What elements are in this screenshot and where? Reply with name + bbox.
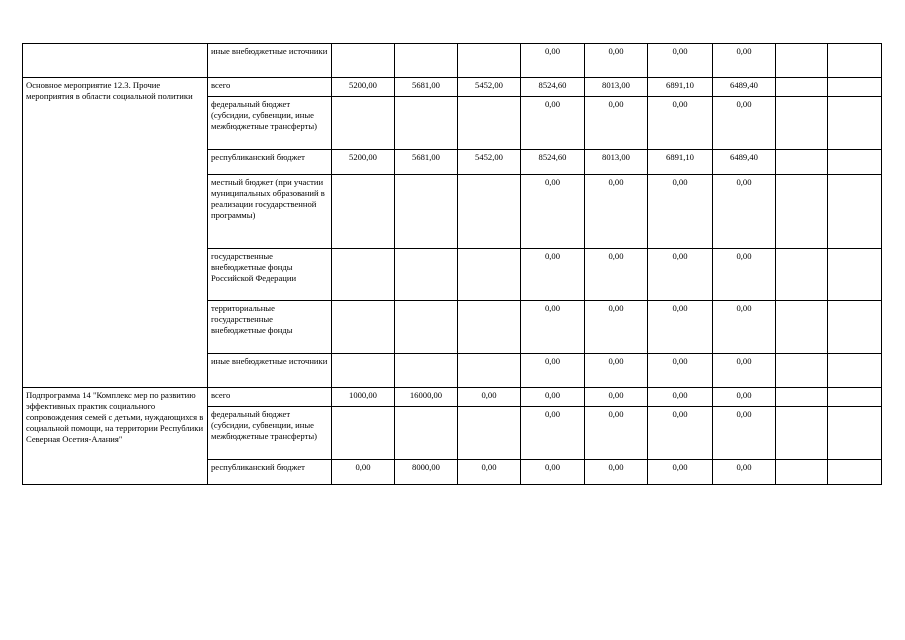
amount-cell (458, 97, 521, 150)
program-cell: Основное мероприятие 12.3. Прочие мероприятия в области социальной политики (23, 78, 208, 388)
amount-cell: 0,00 (648, 407, 713, 460)
amount-cell (332, 44, 395, 78)
amount-cell: 0,00 (713, 388, 776, 407)
amount-cell: 0,00 (458, 388, 521, 407)
amount-cell (458, 407, 521, 460)
amount-cell: 5681,00 (395, 78, 458, 97)
amount-cell: 5681,00 (395, 150, 458, 175)
amount-cell (332, 301, 395, 354)
amount-cell: 0,00 (521, 175, 585, 249)
amount-cell (395, 354, 458, 388)
amount-cell (776, 97, 828, 150)
amount-cell (332, 249, 395, 301)
amount-cell (776, 354, 828, 388)
amount-cell (458, 301, 521, 354)
amount-cell: 1000,00 (332, 388, 395, 407)
amount-cell: 0,00 (521, 388, 585, 407)
amount-cell (828, 175, 882, 249)
program-cell (23, 44, 208, 78)
amount-cell: 0,00 (648, 388, 713, 407)
amount-cell: 0,00 (585, 354, 648, 388)
amount-cell: 0,00 (585, 97, 648, 150)
amount-cell: 0,00 (585, 388, 648, 407)
amount-cell (828, 407, 882, 460)
amount-cell: 0,00 (648, 44, 713, 78)
amount-cell: 16000,00 (395, 388, 458, 407)
amount-cell: 0,00 (648, 97, 713, 150)
amount-cell (332, 175, 395, 249)
amount-cell: 8524,60 (521, 150, 585, 175)
amount-cell (776, 175, 828, 249)
amount-cell: 0,00 (585, 460, 648, 485)
funding-source-cell: территориальные государственные внебюджетные фонды (208, 301, 332, 354)
amount-cell (828, 97, 882, 150)
amount-cell: 6891,10 (648, 150, 713, 175)
amount-cell: 0,00 (585, 249, 648, 301)
amount-cell (828, 354, 882, 388)
amount-cell (776, 407, 828, 460)
funding-source-cell: всего (208, 388, 332, 407)
funding-source-cell: государственные внебюджетные фонды Российской Федерации (208, 249, 332, 301)
amount-cell (776, 460, 828, 485)
amount-cell: 0,00 (521, 249, 585, 301)
funding-source-cell: иные внебюджетные источники (208, 354, 332, 388)
amount-cell: 0,00 (713, 97, 776, 150)
program-cell: Подпрограмма 14 "Комплекс мер по развитию эффективных практик социального сопровождения семей с детьми, нуждающихся в социальной помощи, на территории Республики Северная Осетия-Алания" (23, 388, 208, 485)
amount-cell: 0,00 (521, 460, 585, 485)
funding-table (22, 43, 882, 485)
amount-cell: 5200,00 (332, 78, 395, 97)
amount-cell: 8013,00 (585, 150, 648, 175)
amount-cell (828, 44, 882, 78)
amount-cell (776, 301, 828, 354)
amount-cell (458, 354, 521, 388)
amount-cell: 0,00 (585, 44, 648, 78)
amount-cell (332, 354, 395, 388)
amount-cell: 0,00 (713, 407, 776, 460)
amount-cell (828, 249, 882, 301)
amount-cell (458, 175, 521, 249)
amount-cell (395, 249, 458, 301)
amount-cell (776, 78, 828, 97)
funding-source-cell: всего (208, 78, 332, 97)
amount-cell (828, 388, 882, 407)
amount-cell: 5452,00 (458, 150, 521, 175)
amount-cell (828, 78, 882, 97)
amount-cell: 0,00 (521, 407, 585, 460)
amount-cell: 5200,00 (332, 150, 395, 175)
amount-cell: 0,00 (713, 460, 776, 485)
amount-cell: 0,00 (521, 97, 585, 150)
amount-cell (332, 97, 395, 150)
amount-cell (828, 301, 882, 354)
amount-cell: 0,00 (585, 407, 648, 460)
amount-cell: 0,00 (713, 354, 776, 388)
amount-cell: 0,00 (648, 175, 713, 249)
amount-cell (332, 407, 395, 460)
amount-cell: 0,00 (332, 460, 395, 485)
amount-cell: 8013,00 (585, 78, 648, 97)
funding-source-cell: республиканский бюджет (208, 460, 332, 485)
amount-cell: 0,00 (521, 354, 585, 388)
amount-cell: 0,00 (585, 301, 648, 354)
funding-source-cell: местный бюджет (при участии муниципальных образований в реализации государственной программы) (208, 175, 332, 249)
amount-cell: 0,00 (648, 249, 713, 301)
amount-cell: 5452,00 (458, 78, 521, 97)
amount-cell: 0,00 (585, 175, 648, 249)
amount-cell (458, 249, 521, 301)
amount-cell: 6489,40 (713, 78, 776, 97)
amount-cell (395, 175, 458, 249)
amount-cell (776, 44, 828, 78)
amount-cell: 6489,40 (713, 150, 776, 175)
table-row (23, 78, 882, 97)
amount-cell: 8524,60 (521, 78, 585, 97)
amount-cell (828, 150, 882, 175)
amount-cell: 0,00 (713, 175, 776, 249)
amount-cell (395, 44, 458, 78)
amount-cell: 6891,10 (648, 78, 713, 97)
amount-cell: 0,00 (713, 44, 776, 78)
amount-cell: 0,00 (713, 249, 776, 301)
amount-cell (776, 150, 828, 175)
amount-cell (776, 249, 828, 301)
funding-source-cell: республиканский бюджет (208, 150, 332, 175)
amount-cell (395, 97, 458, 150)
amount-cell: 0,00 (648, 460, 713, 485)
funding-source-cell: федеральный бюджет (субсидии, субвенции, иные межбюджетные трансферты) (208, 97, 332, 150)
amount-cell (395, 407, 458, 460)
amount-cell: 0,00 (521, 301, 585, 354)
amount-cell: 8000,00 (395, 460, 458, 485)
amount-cell (395, 301, 458, 354)
amount-cell: 0,00 (521, 44, 585, 78)
amount-cell: 0,00 (648, 301, 713, 354)
table-row (23, 388, 882, 407)
amount-cell (458, 44, 521, 78)
funding-source-cell: федеральный бюджет (субсидии, субвенции, иные межбюджетные трансферты) (208, 407, 332, 460)
amount-cell (828, 460, 882, 485)
amount-cell: 0,00 (713, 301, 776, 354)
amount-cell: 0,00 (648, 354, 713, 388)
funding-source-cell: иные внебюджетные источники (208, 44, 332, 78)
table-row (23, 44, 882, 78)
amount-cell (776, 388, 828, 407)
amount-cell: 0,00 (458, 460, 521, 485)
